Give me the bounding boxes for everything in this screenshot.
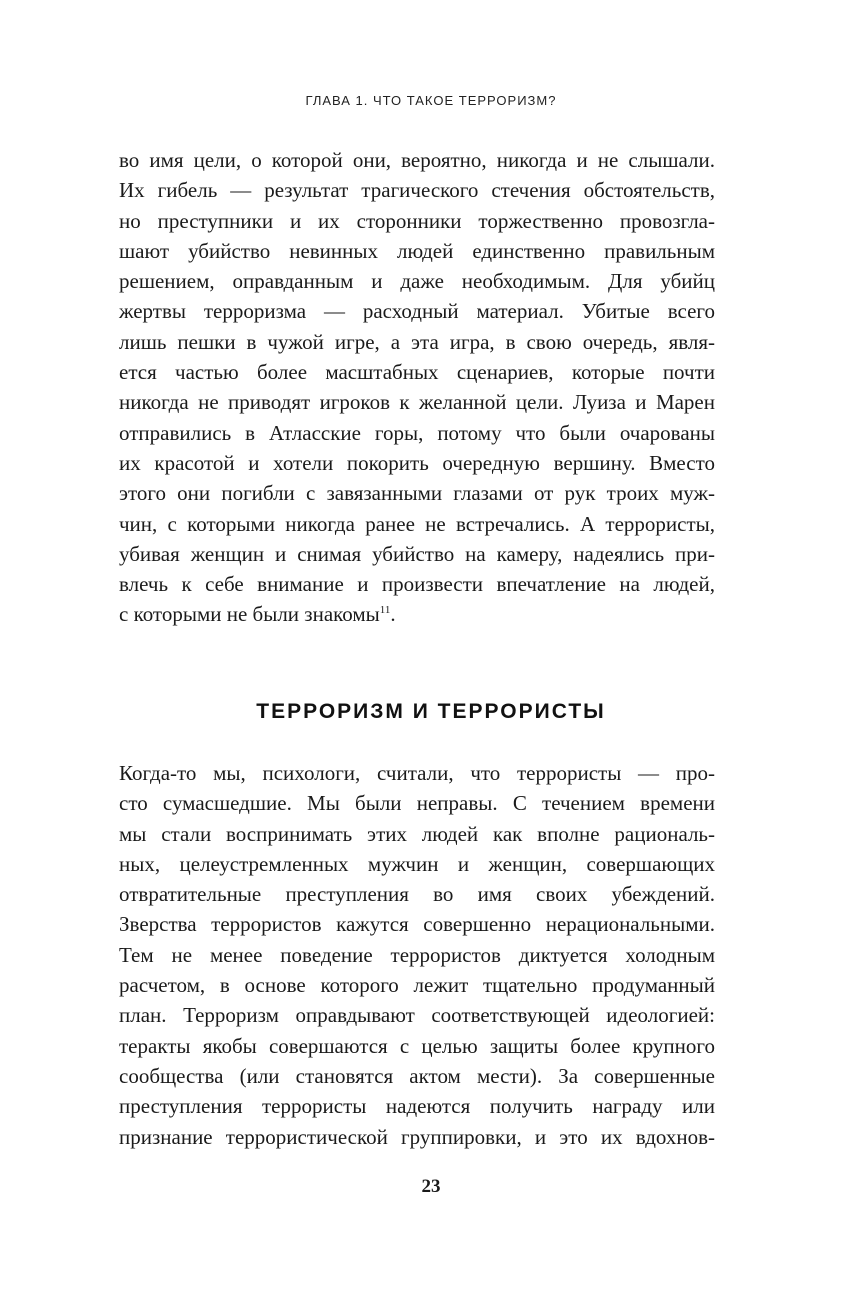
paragraph-1	[119, 145, 715, 630]
text-line: влечь к себе внимание и произвести впечатление на людей,	[119, 572, 715, 597]
section-heading: ТЕРРОРИЗМ И ТЕРРОРИСТЫ	[256, 700, 606, 723]
text-line: ется частью более масштабных сценариев, которые почти	[119, 360, 715, 385]
page-number: 23	[421, 1176, 441, 1197]
text-line: жертвы терроризма — расходный материал. Убитые всего	[119, 299, 715, 324]
text-line: преступления террористы надеются получить награду или	[119, 1094, 715, 1119]
text-line: Тем не менее поведение террористов диктуется холодным	[119, 942, 715, 967]
text-line-last	[119, 599, 715, 629]
text-line: их красотой и хотели покорить очередную вершину. Вместо	[119, 450, 715, 475]
text-line: лишь пешки в чужой игре, а эта игра, в свою очередь, явля-	[119, 329, 715, 354]
text-line: отвратительные преступления во имя своих убеждений.	[119, 882, 715, 907]
text-line: никогда не приводят игроков к желанной цели. Луиза и Марен	[119, 390, 715, 415]
paragraph-2	[119, 758, 715, 1152]
text-line: во имя цели, о которой они, вероятно, никогда и не слышали.	[119, 148, 715, 172]
text-line: Когда-то мы, психологи, считали, что террористы — про-	[119, 761, 715, 785]
text-line: Зверства террористов кажутся совершенно нерациональными.	[119, 912, 715, 937]
text-line: шают убийство невинных людей единственно правильным	[119, 238, 715, 263]
text-line: убивая женщин и снимая убийство на камеру, надеялись при-	[119, 541, 715, 566]
text-line: но преступники и их сторонники торжественно провозгла-	[119, 208, 715, 233]
footnote-reference[interactable]: 11	[379, 604, 391, 617]
text-line: план. Терроризм оправдывают соответствующей идеологией:	[119, 1003, 715, 1028]
text-line: мы стали воспринимать этих людей как вполне рациональ-	[119, 821, 715, 846]
running-head: ГЛАВА 1. ЧТО ТАКОЕ ТЕРРОРИЗМ?	[305, 93, 557, 108]
text-line: чин, с которыми никогда ранее не встречались. А террористы,	[119, 511, 715, 536]
last-line-end: .	[390, 602, 396, 627]
text-line: Их гибель — результат трагического стечения обстоятельств,	[119, 178, 715, 203]
text-line: расчетом, в основе которого лежит тщательно продуманный	[119, 973, 715, 998]
text-line: отправились в Атласские горы, потому что были очарованы	[119, 420, 715, 445]
last-line-text: с которыми не были знакомы	[119, 602, 380, 627]
text-line: теракты якобы совершаются с целью защиты более крупного	[119, 1033, 715, 1058]
text-line: этого они погибли с завязанными глазами от рук троих муж-	[119, 481, 715, 506]
text-line: решением, оправданным и даже необходимым. Для убийц	[119, 269, 715, 294]
text-line: сто сумасшедшие. Мы были неправы. С течением времени	[119, 791, 715, 816]
text-line: признание террористической группировки, и это их вдохнов-	[119, 1124, 715, 1149]
text-line: ных, целеустремленных мужчин и женщин, совершающих	[119, 851, 715, 876]
text-line: сообщества (или становятся актом мести). За совершенные	[119, 1063, 715, 1088]
